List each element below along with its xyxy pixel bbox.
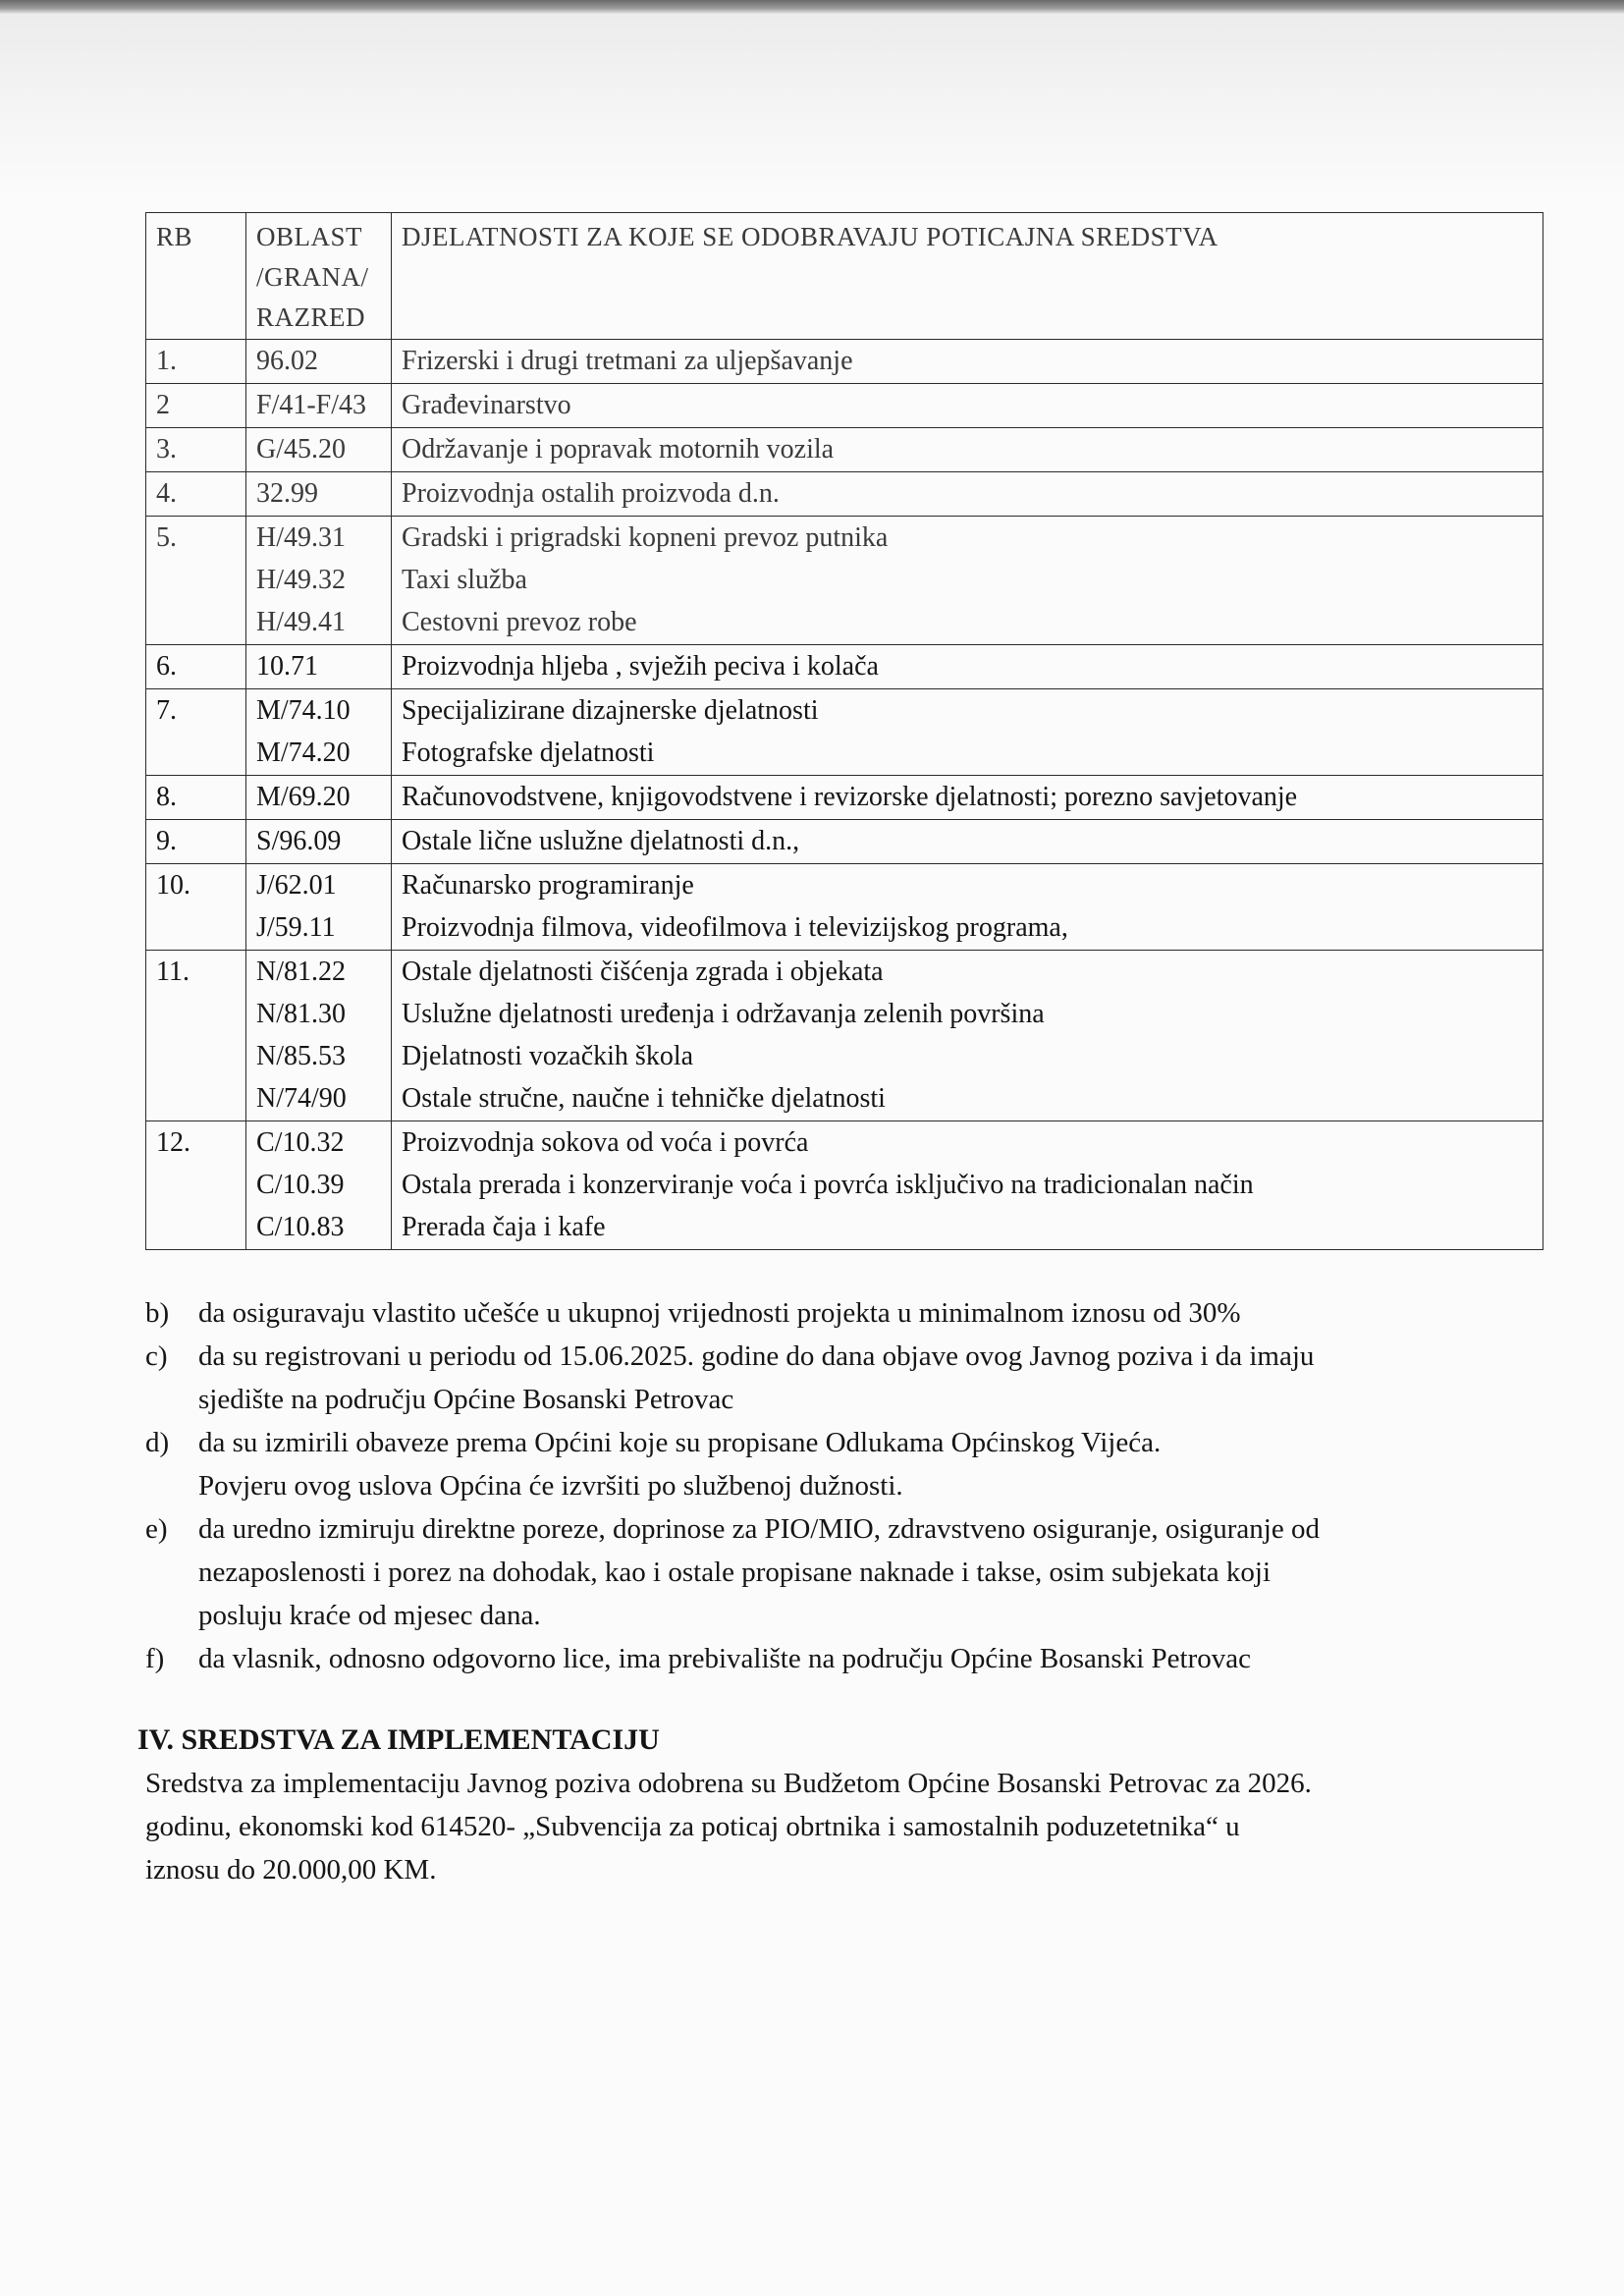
row-number: 10. (146, 864, 246, 951)
row-activities (392, 428, 1543, 472)
row-activities (392, 776, 1543, 820)
header-code (246, 213, 392, 340)
activity-code: S/96.09 (256, 826, 342, 856)
activity-name: Specijalizirane dizajnerske djelatnosti (402, 695, 819, 726)
activity-code: H/49.31 (256, 522, 346, 553)
section-line: iznosu do 20.000,00 KM. (145, 1854, 437, 1886)
row-activities (392, 689, 1543, 776)
condition-marker: b) (145, 1297, 170, 1329)
activity-name: Cestovni prevoz robe (402, 607, 637, 637)
activity-code: N/81.22 (256, 957, 346, 987)
row-number: 8. (146, 776, 246, 820)
activity-code: C/10.83 (256, 1212, 345, 1242)
row-activities (392, 340, 1543, 384)
activity-code: C/10.39 (256, 1170, 345, 1200)
condition-text: sjedište na području Općine Bosanski Petrovac (198, 1384, 734, 1415)
table-row (146, 428, 1543, 472)
activity-code: J/62.01 (256, 870, 337, 901)
activity-code: 10.71 (256, 651, 318, 682)
scan-top-edge (0, 0, 1624, 14)
row-activities (392, 864, 1543, 951)
activity-name: Fotografske djelatnosti (402, 738, 655, 768)
activity-code: H/49.41 (256, 607, 346, 637)
activity-code: G/45.20 (256, 434, 346, 465)
condition-text: da su izmirili obaveze prema Općini koje su propisane Odlukama Općinskog Vijeća. (198, 1427, 1162, 1458)
row-activities (392, 472, 1543, 517)
activity-name: Ostala prerada i konzerviranje voća i povrća isključivo na tradicionalan način (402, 1170, 1254, 1200)
section-body (145, 1762, 1549, 1891)
activity-name: Uslužne djelatnosti uređenja i održavanja zelenih površina (402, 999, 1045, 1029)
table-row (146, 820, 1543, 864)
row-number: 2 (146, 384, 246, 428)
condition-text: da uredno izmiruju direktne poreze, doprinose za PIO/MIO, zdravstveno osiguranje, osiguranje od (198, 1513, 1320, 1545)
table-row (146, 340, 1543, 384)
row-number: 4. (146, 472, 246, 517)
activity-code: 96.02 (256, 346, 318, 376)
row-number: 1. (146, 340, 246, 384)
activity-name: Računarsko programiranje (402, 870, 694, 901)
activities-table (145, 212, 1543, 1250)
activity-name: Prerada čaja i kafe (402, 1212, 606, 1242)
table-row (146, 645, 1543, 689)
activity-name: Proizvodnja ostalih proizvoda d.n. (402, 478, 780, 509)
row-activities (392, 517, 1543, 645)
condition-text: posluju kraće od mjesec dana. (198, 1600, 541, 1631)
activity-name: Taxi služba (402, 565, 527, 595)
activity-name: Ostale lične uslužne djelatnosti d.n., (402, 826, 800, 856)
section-line: Sredstva za implementaciju Javnog poziva odobrena su Budžetom Općine Bosanski Petrovac za 2026. (145, 1768, 1312, 1799)
activity-code: M/69.20 (256, 782, 351, 812)
activity-code: N/74/90 (256, 1083, 347, 1114)
table-row (146, 472, 1543, 517)
header-activity: DJELATNOSTI ZA KOJE SE ODOBRAVAJU POTICAJNA SREDSTVA (392, 213, 1543, 340)
condition-text: da su registrovani u periodu od 15.06.2025. godine do dana objave ovog Javnog poziva i da imaju (198, 1340, 1315, 1372)
row-codes (246, 689, 392, 776)
activity-code: J/59.11 (256, 912, 336, 943)
row-codes (246, 951, 392, 1121)
row-codes (246, 340, 392, 384)
activity-name: Frizerski i drugi tretmani za uljepšavanje (402, 346, 853, 376)
header-code-line: RAZRED (256, 302, 365, 332)
activity-name: Proizvodnja hljeba , svježih peciva i kolača (402, 651, 879, 682)
activity-code: M/74.20 (256, 738, 351, 768)
condition-item (145, 1291, 1549, 1335)
table-row (146, 864, 1543, 951)
header-code-line: OBLAST (256, 222, 363, 251)
row-number: 7. (146, 689, 246, 776)
row-number: 12. (146, 1121, 246, 1250)
condition-marker: c) (145, 1340, 168, 1372)
table-row (146, 951, 1543, 1121)
row-number: 9. (146, 820, 246, 864)
activity-code: N/85.53 (256, 1041, 346, 1071)
condition-text: Povjeru ovog uslova Općina će izvršiti po službenoj dužnosti. (198, 1470, 903, 1502)
activity-name: Građevinarstvo (402, 390, 571, 420)
section-heading: IV. SREDSTVA ZA IMPLEMENTACIJU (137, 1723, 660, 1756)
activity-name: Gradski i prigradski kopneni prevoz putnika (402, 522, 889, 553)
row-codes (246, 645, 392, 689)
condition-item (145, 1637, 1549, 1680)
table-row (146, 689, 1543, 776)
activity-code: M/74.10 (256, 695, 351, 726)
section-line: godinu, ekonomski kod 614520- „Subvencija za poticaj obrtnika i samostalnih poduzetetnika“ u (145, 1811, 1240, 1842)
row-activities (392, 384, 1543, 428)
table-row (146, 776, 1543, 820)
row-number: 3. (146, 428, 246, 472)
activity-code: F/41-F/43 (256, 390, 367, 420)
row-codes (246, 472, 392, 517)
activity-name: Ostale djelatnosti čišćenja zgrada i objekata (402, 957, 884, 987)
activity-name: Proizvodnja filmova, videofilmova i televizijskog programa, (402, 912, 1068, 943)
condition-marker: e) (145, 1513, 168, 1545)
row-codes (246, 1121, 392, 1250)
table-row (146, 384, 1543, 428)
activity-name: Proizvodnja sokova od voća i povrća (402, 1127, 809, 1158)
activity-code: H/49.32 (256, 565, 346, 595)
row-number: 6. (146, 645, 246, 689)
table-header-row (146, 213, 1543, 340)
row-codes (246, 864, 392, 951)
activity-name: Ostale stručne, naučne i tehničke djelatnosti (402, 1083, 886, 1114)
row-activities (392, 645, 1543, 689)
condition-item (145, 1421, 1549, 1507)
activity-code: 32.99 (256, 478, 318, 509)
row-codes (246, 776, 392, 820)
row-codes (246, 517, 392, 645)
activity-code: N/81.30 (256, 999, 346, 1029)
activity-name: Održavanje i popravak motornih vozila (402, 434, 835, 465)
condition-item (145, 1507, 1549, 1637)
row-activities (392, 820, 1543, 864)
table-row (146, 517, 1543, 645)
activity-name: Računovodstvene, knjigovodstvene i revizorske djelatnosti; porezno savjetovanje (402, 782, 1298, 812)
activity-code: C/10.32 (256, 1127, 345, 1158)
row-number: 11. (146, 951, 246, 1121)
table-row (146, 1121, 1543, 1250)
header-code-line: /GRANA/ (256, 262, 369, 292)
row-activities (392, 1121, 1543, 1250)
scan-header-shadow (0, 14, 1624, 200)
condition-text: da vlasnik, odnosno odgovorno lice, ima prebivalište na području Općine Bosanski Petrovac (198, 1643, 1251, 1674)
condition-text: nezaposlenosti i porez na dohodak, kao i ostale propisane naknade i takse, osim subjekata koji (198, 1557, 1272, 1588)
header-rb: RB (146, 213, 246, 340)
eligibility-conditions-list (145, 1291, 1549, 1680)
condition-marker: f) (145, 1643, 165, 1674)
condition-marker: d) (145, 1427, 170, 1458)
condition-item (145, 1335, 1549, 1421)
row-codes (246, 820, 392, 864)
row-activities (392, 951, 1543, 1121)
row-codes (246, 384, 392, 428)
row-number: 5. (146, 517, 246, 645)
table-body (146, 340, 1543, 1250)
activity-name: Djelatnosti vozačkih škola (402, 1041, 694, 1071)
row-codes (246, 428, 392, 472)
condition-text: da osiguravaju vlastito učešće u ukupnoj vrijednosti projekta u minimalnom iznosu od 30% (198, 1297, 1241, 1329)
